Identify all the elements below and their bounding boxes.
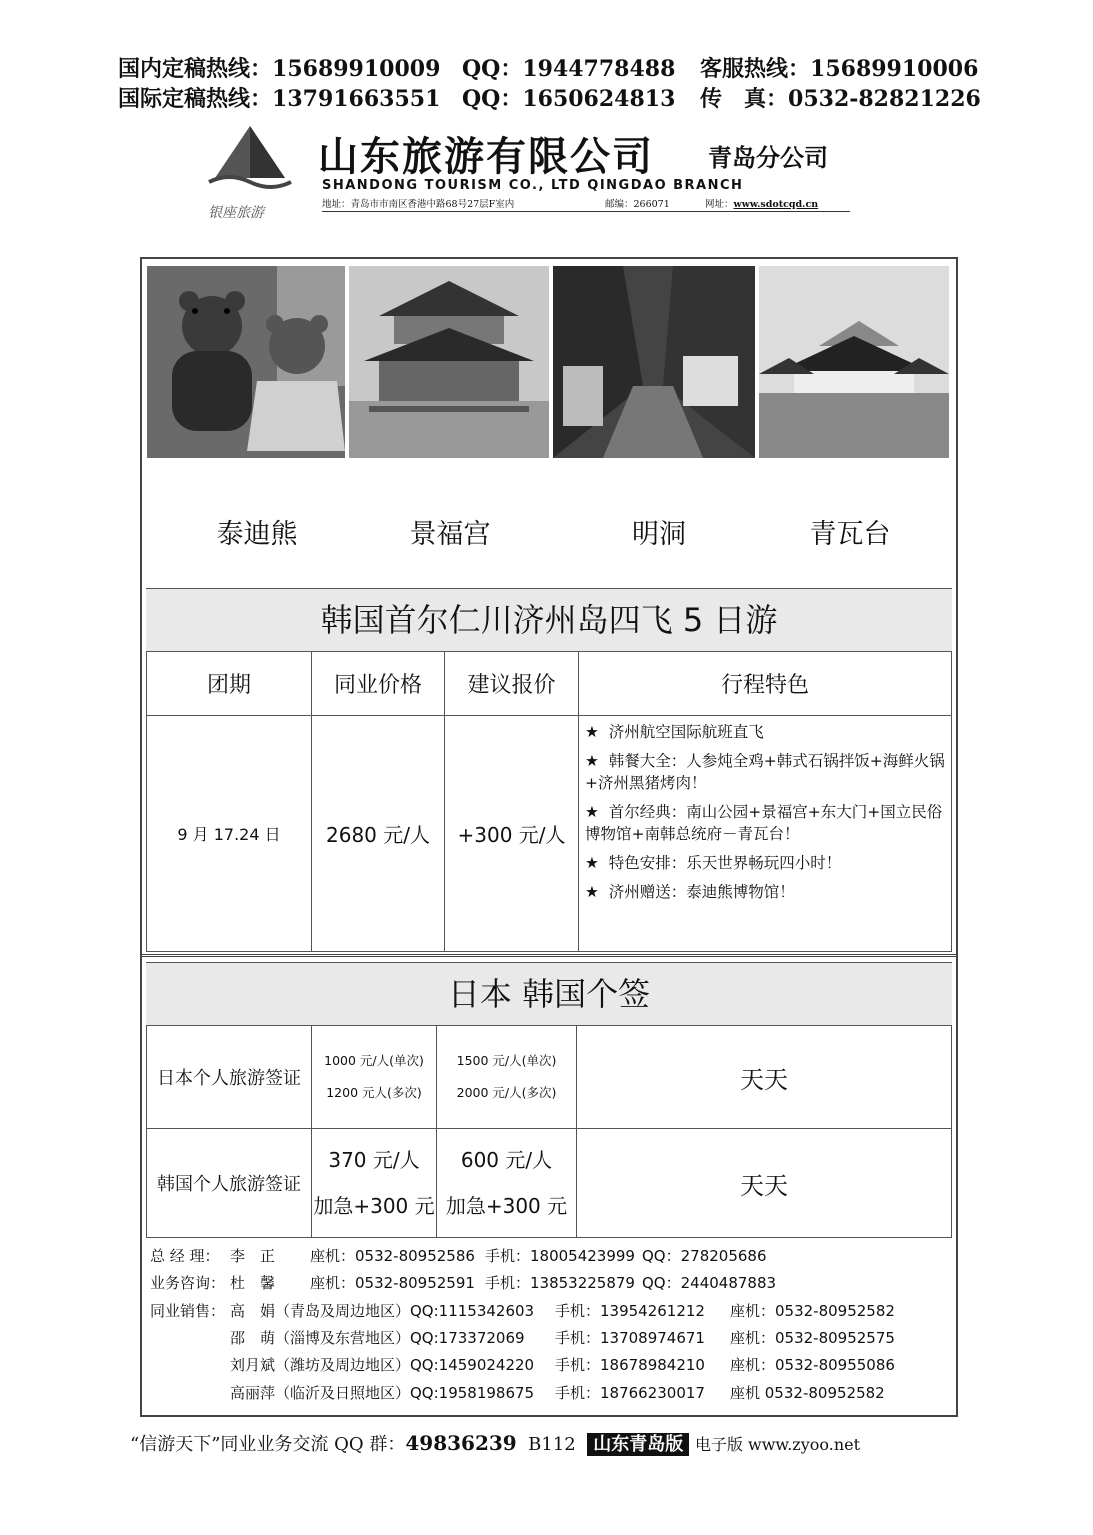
korea-visa-schedule: 天天	[577, 1129, 952, 1238]
tour-title: 韩国首尔仁川济州岛四飞 5 日游	[320, 601, 778, 639]
japan-suggest-single: 1500 元/人(单次)	[456, 1053, 557, 1068]
header-features: 行程特色	[579, 652, 952, 716]
japan-visa-label: 日本个人旅游签证	[147, 1026, 312, 1129]
caption-blue-house: 青瓦台	[809, 519, 891, 550]
feature-item	[585, 750, 949, 794]
section-divider	[140, 954, 958, 957]
footer-group: 49836239	[405, 1431, 517, 1455]
feature-item	[585, 721, 949, 743]
visa-title: 日本 韩国个签	[447, 975, 651, 1013]
photo-gyeongbokgung	[349, 266, 549, 458]
contact-qq: QQ：2440487883	[642, 1274, 777, 1292]
sales-mobile: 手机：18678984210	[555, 1356, 705, 1374]
contact-qq: QQ：278205686	[642, 1247, 767, 1265]
logo-divider	[322, 211, 850, 212]
footer-suffix[interactable]: 电子版 www.zyoo.net	[694, 1435, 861, 1454]
contact-name: 杜 馨	[230, 1274, 276, 1292]
sales-name: 高丽萍（临沂及日照地区）QQ:1958198675	[230, 1384, 535, 1402]
contact-name: 李 正	[230, 1247, 276, 1265]
company-postcode: 邮编：266071	[605, 199, 670, 210]
japan-trade-multi: 1200 元人(多次)	[326, 1085, 422, 1100]
tour-suggested-price: +300 元/人	[445, 716, 579, 952]
contact-role: 业务咨询：	[150, 1274, 226, 1292]
domestic-phone: 15689910009	[272, 56, 441, 82]
korea-suggest-rush: 加急+300 元	[445, 1194, 568, 1218]
footer-text: “信游天下”同业业务交流 QQ 群：	[130, 1434, 406, 1455]
website-label: 网址：	[705, 199, 734, 210]
feature-item	[585, 881, 949, 903]
star-icon: ★	[585, 752, 599, 770]
footer-page: B112	[528, 1434, 576, 1455]
website-link[interactable]: www.sdotcqd.cn	[733, 199, 819, 210]
sales-role: 同业销售：	[150, 1302, 226, 1320]
star-icon: ★	[585, 803, 599, 821]
star-icon: ★	[585, 854, 599, 872]
japan-visa-schedule: 天天	[577, 1026, 952, 1129]
tour-features	[585, 721, 949, 910]
feature-text: 济州赠送：泰迪熊博物馆！	[608, 883, 795, 901]
service-hotline	[700, 52, 978, 83]
fax-number: 0532-82821226	[788, 86, 981, 112]
company-logo-icon	[205, 122, 295, 192]
feature-item	[585, 852, 949, 874]
header-date: 团期	[147, 652, 312, 716]
footer-edition: 山东青岛版	[587, 1433, 689, 1456]
contact-role: 总 经 理：	[150, 1247, 220, 1265]
company-website[interactable]	[705, 196, 818, 210]
contact-landline: 座机：0532-80952591	[310, 1274, 475, 1292]
sales-landline: 座机：0532-80952575	[730, 1329, 895, 1347]
qq-1: QQ：1944778488	[462, 56, 676, 82]
service-label: 客服热线：	[700, 56, 811, 82]
contact-mobile: 手机：18005423999	[485, 1247, 635, 1265]
tour-date: 9 月 17.24 日	[147, 716, 312, 952]
feature-text: 首尔经典：南山公园+景福宫+东大门+国立民俗博物馆+南韩总统府－青瓦台！	[585, 803, 943, 843]
hotline-row-2	[118, 82, 440, 113]
company-english-name: SHANDONG TOURISM CO., LTD QINGDAO BRANCH	[322, 178, 744, 193]
korea-suggest-price-cell	[437, 1129, 577, 1238]
domestic-label: 国内定稿热线：	[118, 56, 273, 82]
sales-name: 邵 萌（淄博及东营地区）QQ:173372069	[230, 1329, 525, 1347]
service-phone: 15689910006	[810, 56, 979, 82]
caption-myeongdong: 明洞	[632, 519, 686, 550]
company-name: 山东旅游有限公司	[318, 133, 654, 180]
feature-text: 特色安排：乐天世界畅玩四小时！	[608, 854, 842, 872]
star-icon: ★	[585, 883, 599, 901]
star-icon: ★	[585, 723, 599, 741]
sales-landline: 座机 0532-80952582	[730, 1384, 885, 1402]
contact-mobile: 手机：13853225879	[485, 1274, 635, 1292]
sales-name: 刘月斌（潍坊及周边地区）QQ:1459024220	[230, 1356, 535, 1374]
feature-text: 济州航空国际航班直飞	[608, 723, 764, 741]
feature-text: 韩餐大全：人参炖全鸡+韩式石锅拌饭+海鲜火锅+济州黑猪烤肉！	[585, 752, 945, 792]
logo-slogan: 银座旅游	[208, 205, 264, 221]
photo-blue-house	[759, 266, 949, 458]
company-address: 地址：青岛市市南区香港中路68号27层F室内	[322, 199, 515, 210]
hotline-row-1	[118, 52, 440, 83]
company-branch: 青岛分公司	[708, 143, 828, 172]
visa-title-band	[146, 962, 952, 1026]
japan-suggest-price	[437, 1026, 577, 1129]
qq-2: QQ：1650624813	[462, 86, 676, 112]
tour-title-band	[146, 588, 952, 652]
fax-label: 传 真：	[700, 86, 789, 112]
sales-landline: 座机：0532-80955086	[730, 1356, 895, 1374]
sales-mobile: 手机：18766230017	[555, 1384, 705, 1402]
fax	[700, 82, 981, 113]
sales-landline: 座机：0532-80952582	[730, 1302, 895, 1320]
photo-teddy-bear	[147, 266, 345, 458]
japan-trade-single: 1000 元/人(单次)	[324, 1053, 424, 1068]
korea-suggest-price: 600 元/人	[460, 1148, 553, 1172]
feature-item	[585, 801, 949, 845]
footer	[130, 1430, 860, 1456]
tour-trade-price: 2680 元/人	[312, 716, 445, 952]
caption-teddy-bear: 泰迪熊	[216, 519, 298, 550]
contact-landline: 座机：0532-80952586	[310, 1247, 475, 1265]
korea-visa-label: 韩国个人旅游签证	[147, 1129, 312, 1238]
intl-phone: 13791663551	[272, 86, 441, 112]
korea-trade-rush: 加急+300 元	[313, 1194, 435, 1218]
korea-trade-price-cell	[312, 1129, 437, 1238]
japan-trade-price	[312, 1026, 437, 1129]
visa-table	[146, 1025, 952, 1238]
sales-name: 高 娟（青岛及周边地区）QQ:1115342603	[230, 1302, 535, 1320]
sales-mobile: 手机：13954261212	[555, 1302, 705, 1320]
intl-label: 国际定稿热线：	[118, 86, 273, 112]
caption-gyeongbokgung: 景福宫	[409, 519, 491, 550]
header-trade-price: 同业价格	[312, 652, 445, 716]
sales-mobile: 手机：13708974671	[555, 1329, 705, 1347]
photo-myeongdong	[553, 266, 755, 458]
header-suggested-price: 建议报价	[445, 652, 579, 716]
korea-trade-price: 370 元/人	[328, 1148, 420, 1172]
japan-suggest-multi: 2000 元/人(多次)	[456, 1085, 557, 1100]
